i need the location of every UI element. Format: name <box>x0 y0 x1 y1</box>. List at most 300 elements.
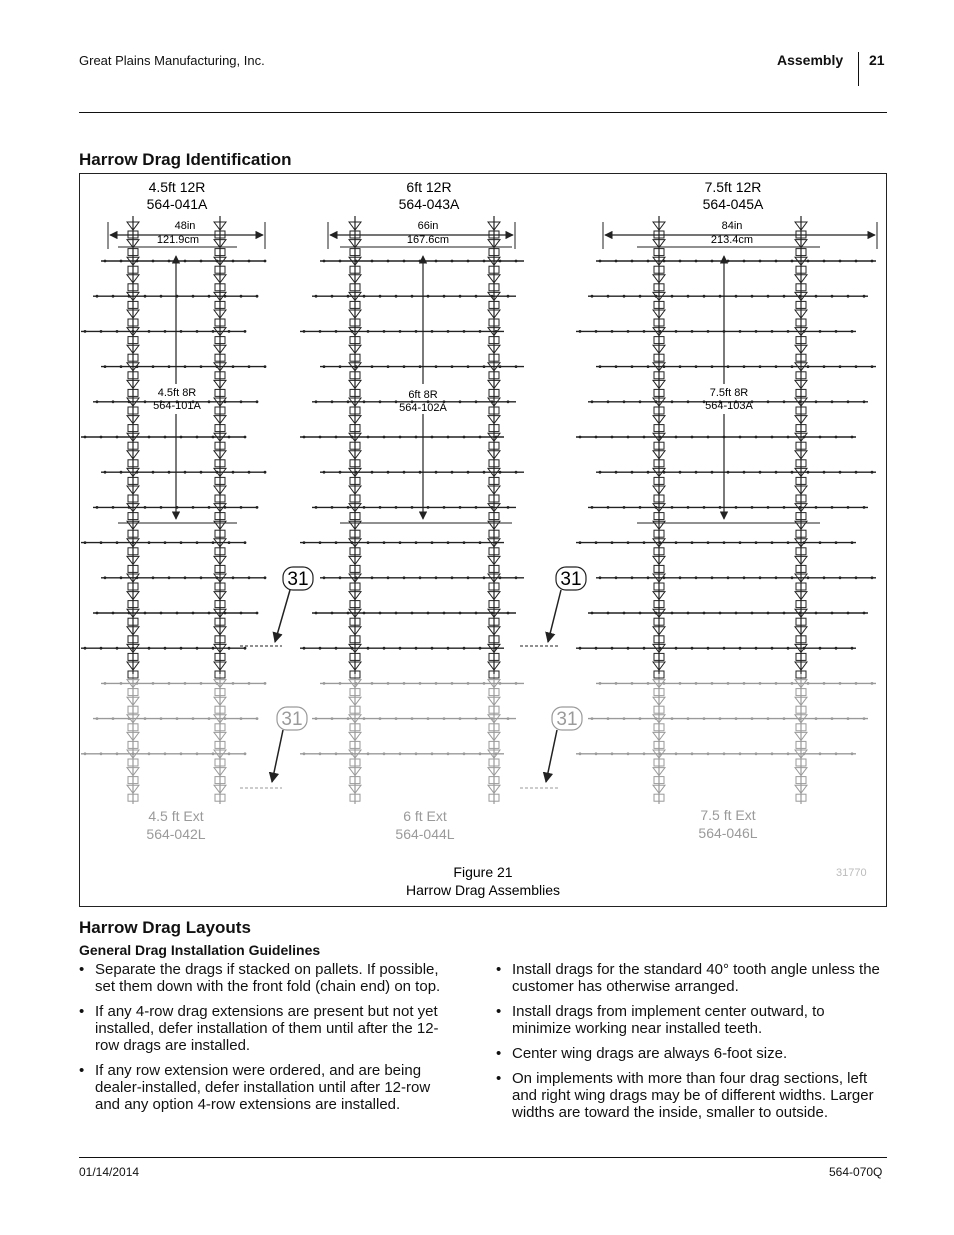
tooth <box>647 365 650 368</box>
tooth <box>415 541 418 544</box>
tooth <box>787 541 790 544</box>
tooth <box>104 365 107 368</box>
tooth <box>387 471 390 474</box>
tooth <box>355 365 358 368</box>
tooth <box>499 682 502 685</box>
tooth <box>208 295 211 298</box>
tooth <box>315 612 318 615</box>
tooth <box>643 752 646 755</box>
bullet-icon: • <box>79 1062 85 1079</box>
tooth <box>256 506 259 509</box>
tooth <box>264 260 267 263</box>
list-item <box>496 1070 886 1121</box>
tooth <box>431 647 434 650</box>
tooth <box>711 260 714 263</box>
tooth <box>303 330 306 333</box>
tooth <box>643 647 646 650</box>
tooth <box>168 260 171 263</box>
tooth <box>871 260 874 263</box>
tooth <box>483 682 486 685</box>
tooth <box>240 717 243 720</box>
tooth <box>791 576 794 579</box>
tooth <box>84 752 87 755</box>
tooth <box>244 330 247 333</box>
tooth <box>823 471 826 474</box>
tooth <box>212 752 215 755</box>
tooth <box>435 471 438 474</box>
figure-caption-title: Harrow Drag Assemblies <box>405 882 561 898</box>
tooth <box>631 365 634 368</box>
tooth <box>120 471 123 474</box>
tooth <box>467 365 470 368</box>
footer-date: 01/14/2014 <box>79 1165 140 1179</box>
tooth <box>611 752 614 755</box>
tooth <box>331 295 334 298</box>
tooth <box>703 612 706 615</box>
tooth <box>200 260 203 263</box>
tooth <box>735 717 738 720</box>
tooth <box>323 471 326 474</box>
tooth <box>659 541 662 544</box>
tooth <box>579 541 582 544</box>
tooth <box>475 400 478 403</box>
tooth <box>775 576 778 579</box>
tooth <box>695 471 698 474</box>
tooth <box>835 647 838 650</box>
tooth <box>148 647 151 650</box>
tooth <box>224 295 227 298</box>
tooth <box>335 436 338 439</box>
tooth <box>403 576 406 579</box>
tooth <box>200 365 203 368</box>
tooth <box>703 506 706 509</box>
tooth <box>491 400 494 403</box>
tooth <box>176 612 179 615</box>
tooth <box>427 612 430 615</box>
tooth <box>739 436 742 439</box>
tooth <box>723 647 726 650</box>
bullet-icon: • <box>496 961 502 978</box>
tooth <box>507 717 510 720</box>
tooth <box>475 612 478 615</box>
tooth <box>403 471 406 474</box>
tooth <box>823 682 826 685</box>
tooth <box>96 506 99 509</box>
tooth <box>655 717 658 720</box>
tooth <box>264 365 267 368</box>
tooth <box>323 260 326 263</box>
tooth <box>232 365 235 368</box>
tooth <box>695 260 698 263</box>
tooth <box>104 471 107 474</box>
tooth <box>851 647 854 650</box>
tooth <box>831 400 834 403</box>
tooth <box>611 436 614 439</box>
tooth <box>707 330 710 333</box>
tooth <box>144 717 147 720</box>
tooth <box>399 436 402 439</box>
layouts-subtitle: General Drag Installation Guidelines <box>79 942 321 958</box>
tooth <box>691 330 694 333</box>
tooth <box>499 471 502 474</box>
tooth <box>479 330 482 333</box>
assembly-1-width-cm: 121.9cm <box>156 234 200 246</box>
tooth <box>315 506 318 509</box>
list-item <box>79 961 455 995</box>
tooth <box>599 576 602 579</box>
tooth <box>723 541 726 544</box>
list-item-text: Install drags for the standard 40° tooth angle unless the customer has otherwise arranged. <box>512 961 880 995</box>
tooth <box>655 295 658 298</box>
tooth <box>675 436 678 439</box>
tooth <box>819 436 822 439</box>
tooth <box>851 436 854 439</box>
assembly-3-title: 7.5ft 12R <box>704 179 762 195</box>
tooth <box>499 365 502 368</box>
tooth <box>595 436 598 439</box>
tooth <box>791 682 794 685</box>
list-item-text: On implements with more than four drag sections, left and right wing drags may be of different widths. Larger widths are toward the inside, smaller to outside. <box>512 1070 874 1121</box>
tooth <box>319 647 322 650</box>
tooth <box>228 541 231 544</box>
tooth <box>451 682 454 685</box>
figure-image-id: 31770 <box>836 867 867 879</box>
tooth <box>479 541 482 544</box>
tooth <box>623 506 626 509</box>
tooth <box>180 541 183 544</box>
tooth <box>579 330 582 333</box>
tooth <box>451 260 454 263</box>
tooth <box>395 612 398 615</box>
tooth <box>671 612 674 615</box>
tooth <box>495 647 498 650</box>
tooth <box>659 647 662 650</box>
list-item-text: Install drags from implement center outward, to minimize working near installed teeth. <box>512 1003 825 1037</box>
tooth <box>787 752 790 755</box>
tooth <box>495 436 498 439</box>
tooth <box>691 647 694 650</box>
figure-caption-number: Figure 21 <box>453 864 513 880</box>
tooth <box>323 576 326 579</box>
tooth <box>871 365 874 368</box>
tooth <box>783 612 786 615</box>
tooth <box>427 717 430 720</box>
tooth <box>799 400 802 403</box>
tooth <box>855 365 858 368</box>
tooth <box>128 612 131 615</box>
tooth <box>403 260 406 263</box>
tooth <box>184 471 187 474</box>
tooth <box>395 506 398 509</box>
tooth <box>819 541 822 544</box>
tooth <box>419 471 422 474</box>
tooth <box>379 506 382 509</box>
tooth <box>835 541 838 544</box>
tooth <box>303 541 306 544</box>
tooth <box>807 260 810 263</box>
tooth <box>507 506 510 509</box>
callout-31-a <box>275 567 313 642</box>
tooth <box>855 260 858 263</box>
tooth <box>256 612 259 615</box>
tooth <box>351 436 354 439</box>
tooth <box>459 612 462 615</box>
tooth <box>623 612 626 615</box>
tooth <box>755 752 758 755</box>
tooth <box>367 647 370 650</box>
tooth <box>363 506 366 509</box>
left-guidelines-list <box>79 961 455 1121</box>
tooth <box>775 682 778 685</box>
tooth <box>347 612 350 615</box>
tooth <box>615 576 618 579</box>
tooth <box>631 260 634 263</box>
tooth <box>855 682 858 685</box>
tooth <box>148 752 151 755</box>
tooth <box>435 576 438 579</box>
tooth <box>383 752 386 755</box>
bullet-icon: • <box>496 1003 502 1020</box>
tooth <box>84 541 87 544</box>
tooth <box>687 506 690 509</box>
tooth <box>467 576 470 579</box>
tooth <box>815 295 818 298</box>
list-item <box>496 1045 886 1062</box>
bullet-icon: • <box>496 1070 502 1087</box>
tooth <box>339 471 342 474</box>
tooth <box>767 612 770 615</box>
tooth <box>479 436 482 439</box>
tooth <box>631 682 634 685</box>
page-number: 21 <box>869 52 885 68</box>
tooth <box>184 260 187 263</box>
tooth <box>128 295 131 298</box>
list-item <box>79 1003 455 1054</box>
tooth <box>759 576 762 579</box>
tooth <box>803 436 806 439</box>
tooth <box>256 295 259 298</box>
list-item-text: If any row extension were ordered, and are being dealer-installed, defer installation until after 12-row and any option 4-row extensions are installed. <box>95 1062 431 1113</box>
tooth <box>735 612 738 615</box>
tooth <box>591 506 594 509</box>
tooth <box>799 295 802 298</box>
tooth <box>707 647 710 650</box>
tooth <box>208 400 211 403</box>
tooth <box>459 400 462 403</box>
tooth <box>367 436 370 439</box>
tooth <box>164 647 167 650</box>
tooth <box>611 541 614 544</box>
tooth <box>707 752 710 755</box>
tooth <box>152 365 155 368</box>
tooth <box>475 506 478 509</box>
tooth <box>451 576 454 579</box>
tooth <box>719 506 722 509</box>
tooth <box>152 260 155 263</box>
tooth <box>691 436 694 439</box>
tooth <box>96 717 99 720</box>
tooth <box>435 260 438 263</box>
tooth <box>851 541 854 544</box>
tooth <box>244 647 247 650</box>
tooth <box>363 612 366 615</box>
tooth <box>395 295 398 298</box>
tooth <box>363 295 366 298</box>
tooth <box>248 576 251 579</box>
tooth <box>479 752 482 755</box>
tooth <box>855 471 858 474</box>
tooth <box>711 576 714 579</box>
tooth <box>419 682 422 685</box>
tooth <box>799 612 802 615</box>
tooth <box>735 295 738 298</box>
tooth <box>823 365 826 368</box>
tooth <box>164 330 167 333</box>
tooth <box>112 506 115 509</box>
tooth <box>459 717 462 720</box>
tooth <box>148 436 151 439</box>
tooth <box>863 400 866 403</box>
tooth <box>431 752 434 755</box>
tooth <box>228 436 231 439</box>
tooth <box>232 576 235 579</box>
tooth <box>463 436 466 439</box>
tooth <box>607 717 610 720</box>
tooth <box>751 612 754 615</box>
tooth <box>443 295 446 298</box>
tooth <box>415 330 418 333</box>
right-guidelines-list <box>496 961 886 1129</box>
tooth <box>467 682 470 685</box>
tooth <box>399 752 402 755</box>
list-item <box>79 1062 455 1113</box>
tooth <box>579 647 582 650</box>
tooth <box>663 576 666 579</box>
tooth <box>507 612 510 615</box>
tooth <box>739 330 742 333</box>
tooth <box>751 295 754 298</box>
tooth <box>771 436 774 439</box>
tooth <box>591 612 594 615</box>
tooth <box>224 400 227 403</box>
tooth <box>347 506 350 509</box>
tooth <box>807 576 810 579</box>
tooth <box>615 260 618 263</box>
tooth <box>208 717 211 720</box>
tooth <box>727 471 730 474</box>
tooth <box>831 717 834 720</box>
tooth <box>871 682 874 685</box>
tooth <box>339 365 342 368</box>
callout-31-c <box>272 707 307 782</box>
tooth <box>355 682 358 685</box>
tooth <box>759 365 762 368</box>
tooth <box>847 717 850 720</box>
tooth <box>671 400 674 403</box>
tooth <box>627 541 630 544</box>
tooth <box>411 295 414 298</box>
tooth <box>751 506 754 509</box>
tooth <box>739 647 742 650</box>
tooth <box>100 330 103 333</box>
tooth <box>112 400 115 403</box>
tooth <box>639 717 642 720</box>
tooth <box>463 541 466 544</box>
tooth <box>367 330 370 333</box>
tooth <box>507 295 510 298</box>
tooth <box>116 330 119 333</box>
tooth <box>615 682 618 685</box>
tooth <box>152 682 155 685</box>
tooth <box>643 436 646 439</box>
tooth <box>132 752 135 755</box>
layouts-title: Harrow Drag Layouts <box>79 918 251 937</box>
tooth <box>687 717 690 720</box>
tooth <box>787 330 790 333</box>
tooth <box>807 365 810 368</box>
tooth <box>216 471 219 474</box>
tooth <box>403 682 406 685</box>
tooth <box>100 436 103 439</box>
tooth <box>659 436 662 439</box>
tooth <box>599 260 602 263</box>
tooth <box>152 471 155 474</box>
tooth <box>164 752 167 755</box>
tooth <box>244 436 247 439</box>
tooth <box>671 717 674 720</box>
tooth <box>355 471 358 474</box>
tooth <box>116 647 119 650</box>
tooth <box>248 365 251 368</box>
tooth <box>599 682 602 685</box>
tooth <box>675 647 678 650</box>
tooth <box>791 260 794 263</box>
tooth <box>443 717 446 720</box>
tooth <box>479 647 482 650</box>
tooth <box>775 471 778 474</box>
tooth <box>180 436 183 439</box>
tooth <box>303 752 306 755</box>
tooth <box>419 576 422 579</box>
assembly-3-inner-part: 564-103A <box>705 400 753 412</box>
tooth <box>679 260 682 263</box>
tooth <box>168 471 171 474</box>
tooth <box>807 682 810 685</box>
tooth <box>116 752 119 755</box>
tooth <box>459 506 462 509</box>
tooth <box>711 365 714 368</box>
harrow-drag-drawing <box>80 174 886 906</box>
tooth <box>339 682 342 685</box>
assembly-3-inner-title: 7.5ft 8R <box>709 387 749 399</box>
tooth <box>367 752 370 755</box>
tooth <box>96 612 99 615</box>
tooth <box>719 612 722 615</box>
tooth <box>347 400 350 403</box>
tooth <box>791 471 794 474</box>
tooth <box>847 295 850 298</box>
tooth <box>831 612 834 615</box>
tooth <box>152 576 155 579</box>
tooth <box>451 365 454 368</box>
tooth <box>639 506 642 509</box>
tooth <box>767 506 770 509</box>
assembly-3-width-in: 84in <box>721 220 743 232</box>
tooth <box>116 436 119 439</box>
tooth <box>100 752 103 755</box>
tooth <box>136 471 139 474</box>
tooth <box>212 541 215 544</box>
